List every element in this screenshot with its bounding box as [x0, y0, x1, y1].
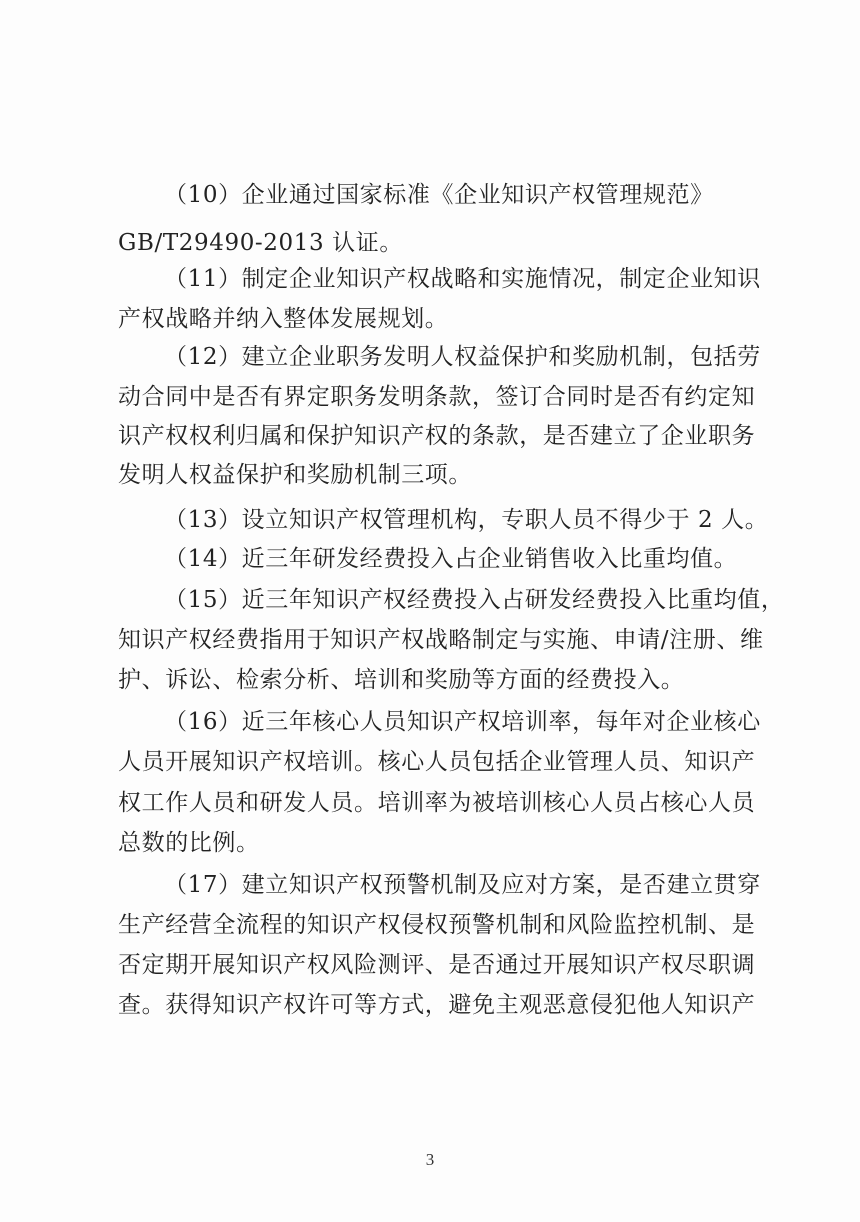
paragraph-13-line-1: （13）设立知识产权管理机构，专职人员不得少于 2 人。 [164, 507, 769, 533]
paragraph-15-line-1: （15）近三年知识产权经费投入占研发经费投入比重均值， [164, 587, 785, 613]
paragraph-12-line-3: 识产权权利归属和保护知识产权的条款，是否建立了企业职务 [118, 423, 756, 449]
paragraph-15-line-3: 护、诉讼、检索分析、培训和奖励等方面的经费投入。 [118, 667, 685, 693]
paragraph-11-line-2: 产权战略并纳入整体发展规划。 [118, 306, 449, 332]
paragraph-17-line-4: 查。获得知识产权许可等方式，避免主观恶意侵犯他人知识产 [118, 992, 756, 1018]
paragraph-17-line-1: （17）建立知识产权预警机制及应对方案，是否建立贯穿 [164, 872, 761, 898]
paragraph-12-line-2: 动合同中是否有界定职务发明条款，签订合同时是否有约定知 [118, 384, 756, 410]
paragraph-10-line-2: GB/T29490-2013 认证。 [118, 230, 403, 256]
paragraph-16-line-1: （16）近三年核心人员知识产权培训率，每年对企业核心 [164, 709, 761, 735]
paragraph-16-line-4: 总数的比例。 [118, 830, 260, 856]
paragraph-10-line-1: （10）企业通过国家标准《企业知识产权管理规范》 [164, 182, 714, 208]
paragraph-17-line-2: 生产经营全流程的知识产权侵权预警机制和风险监控机制、是 [118, 912, 756, 938]
paragraph-11-line-1: （11）制定企业知识产权战略和实施情况，制定企业知识 [164, 266, 761, 292]
paragraph-15-line-2: 知识产权经费指用于知识产权战略制定与实施、申请/注册、维 [118, 627, 764, 653]
paragraph-14-line-1: （14）近三年研发经费投入占企业销售收入比重均值。 [164, 546, 738, 572]
paragraph-16-line-2: 人员开展知识产权培训。核心人员包括企业管理人员、知识产 [118, 749, 756, 775]
paragraph-16-line-3: 权工作人员和研发人员。培训率为被培训核心人员占核心人员 [118, 790, 756, 816]
page-number: 3 [425, 1150, 435, 1169]
paragraph-12-line-1: （12）建立企业职务发明人权益保护和奖励机制，包括劳 [164, 344, 761, 370]
paragraph-12-line-4: 发明人权益保护和奖励机制三项。 [118, 462, 472, 488]
paragraph-17-line-3: 否定期开展知识产权风险测评、是否通过开展知识产权尽职调 [118, 952, 756, 978]
